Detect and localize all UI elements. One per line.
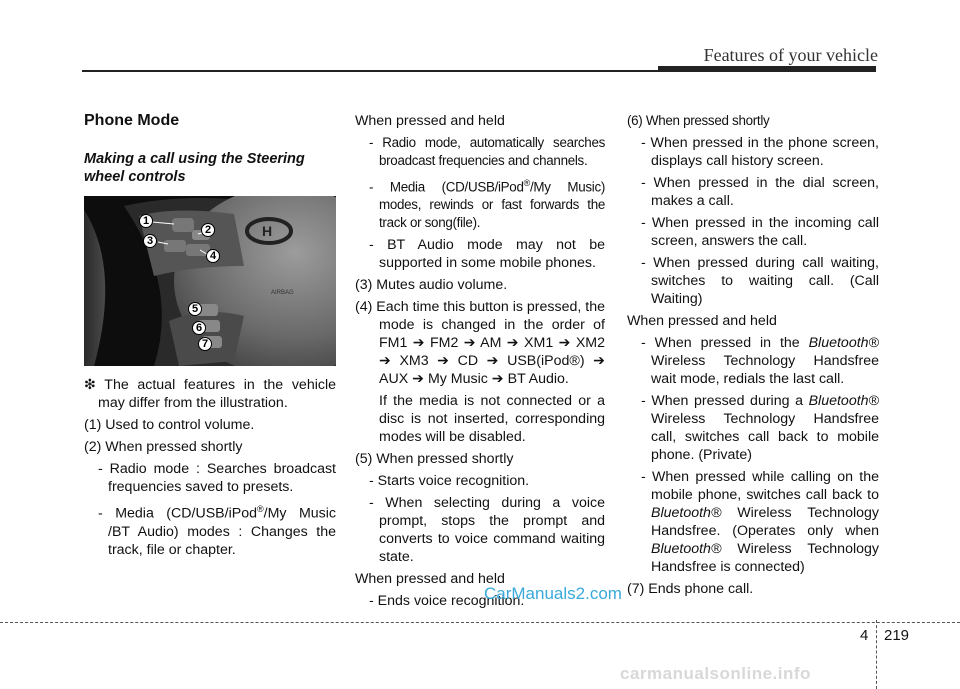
header-title: Features of your vehicle (703, 45, 878, 65)
item-6-waiting: - When pressed during call waiting, switches to waiting call. (Call Waiting) (641, 255, 879, 307)
held-radio: - Radio mode, automatically searches broadcast frequencies and channels. (369, 135, 605, 168)
held2-heading: When pressed and held (355, 571, 505, 588)
held-switch-back: - When pressed while calling on the mobile phone, switches call back to Bluetooth® Wireless Technology Handsfree. (Operates only when Bluetooth® Wireless Technology Handsfree is connected) (641, 469, 879, 575)
item-3: (3) Mutes audio volume. (355, 277, 508, 294)
column-3 (627, 112, 879, 602)
site-watermark: carmanualsonline.info (620, 664, 811, 683)
held-heading: When pressed and held (355, 113, 505, 129)
page-number: 219 (884, 627, 910, 644)
item-6-incoming: - When pressed in the incoming call screen, answers the call. (641, 215, 879, 249)
section-title: Phone Mode (84, 112, 180, 129)
airbag-text: AIRBAG (271, 290, 294, 296)
chapter-number: 4 (860, 627, 869, 644)
item-7: (7) Ends phone call. (627, 581, 754, 597)
item-6-dial-screen: - When pressed in the dial screen, makes a call. (641, 175, 879, 209)
callout-1: 1 (139, 214, 153, 228)
callout-6: 6 (192, 321, 206, 335)
steering-wheel-figure (84, 196, 336, 366)
callout-5: 5 (188, 302, 202, 316)
item-2-radio: - Radio mode : Searches broadcast frequencies saved to presets. (98, 461, 336, 495)
item-1: (1) Used to control volume. (84, 417, 255, 433)
illustration-note: ❇ The actual features in the vehicle may differ from the illustration. (84, 377, 336, 411)
column-2 (355, 112, 605, 614)
item-4: (4) Each time this button is pressed, the mode is changed in the order of FM1 ➔ FM2 ➔ AM ➔ XM1 ➔ XM2 ➔ XM3 ➔ CD ➔ USB(iPod®) ➔ AUX ➔ My Music ➔ BT Audio. (355, 299, 605, 388)
item-2-media: - Media (CD/USB/iPod®/My Music /BT Audio) modes : Changes the track, file or chapter. (98, 504, 336, 558)
callout-3: 3 (143, 234, 157, 248)
footer-rule (0, 622, 960, 623)
held-redial: - When pressed in the Bluetooth® Wireless Technology Handsfree wait mode, redials the last call. (641, 335, 879, 387)
item-6: (6) When pressed shortly (627, 113, 770, 128)
svg-text:H: H (262, 223, 273, 239)
header-rule-bar (658, 66, 876, 72)
held-private: - When pressed during a Bluetooth® Wireless Technology Handsfree call, switches call back to mobile phone. (Private) (641, 393, 879, 463)
header-rule (82, 70, 658, 72)
item-5-start: - Starts voice recognition. (369, 473, 530, 490)
held-bt-audio: - BT Audio mode may not be supported in some mobile phones. (369, 237, 605, 272)
item-4-note: If the media is not connected or a disc is not inserted, corresponding modes will be disabled. (379, 393, 605, 446)
column-1 (84, 112, 336, 563)
subsection-title: Making a call using the Steering wheel controls (84, 151, 305, 185)
footer-divider (876, 620, 877, 689)
item-6-phone-screen: - When pressed in the phone screen, displays call history screen. (641, 135, 879, 169)
callout-2: 2 (201, 223, 215, 237)
item-5: (5) When pressed shortly (355, 451, 514, 468)
watermark-link[interactable]: CarManuals2.com (484, 584, 622, 603)
held-media: - Media (CD/USB/iPod®/My Music) modes, rewinds or fast forwards the track or song(file). (369, 178, 605, 231)
callout-7: 7 (198, 337, 212, 351)
item-5-stop: - When selecting during a voice prompt, stops the prompt and converts to voice command waiting state. (369, 495, 605, 566)
held2-end: - Ends voice recognition. (369, 593, 525, 610)
held-heading-3: When pressed and held (627, 313, 777, 329)
callout-4: 4 (206, 249, 220, 263)
item-2: (2) When pressed shortly (84, 439, 243, 455)
